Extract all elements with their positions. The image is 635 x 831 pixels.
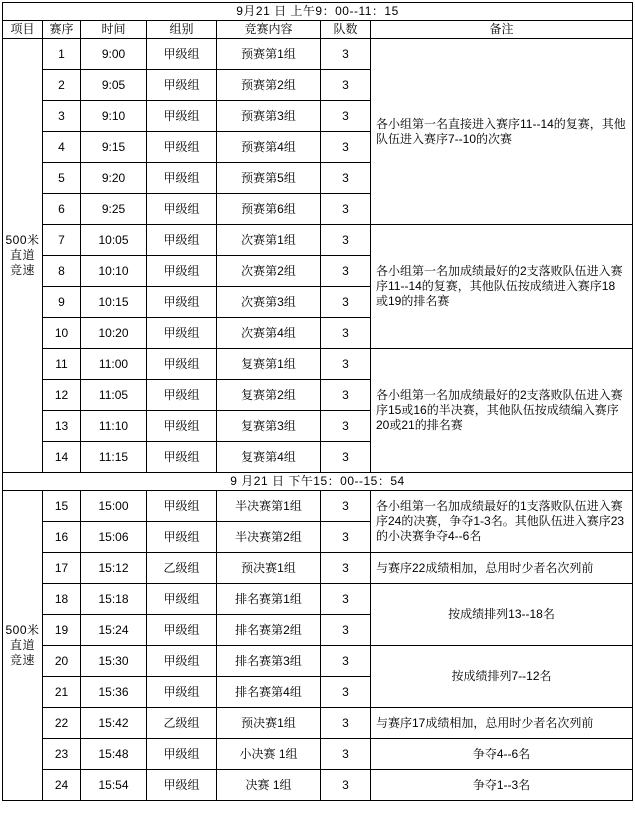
row-group: 甲级组 (147, 380, 217, 411)
row-time: 15:30 (81, 646, 147, 677)
row-content: 复赛第4组 (217, 442, 321, 473)
row-content: 次赛第4组 (217, 318, 321, 349)
header-content: 竞赛内容 (217, 21, 321, 39)
row-teams: 3 (321, 39, 371, 70)
row-time: 9:20 (81, 163, 147, 194)
remark-cell: 各小组第一名加成绩最好的1支落败队伍进入赛序24的决赛，争夺1-3名。其他队伍进入赛序23的小决赛争夺4--6名 (371, 491, 633, 553)
row-content: 复赛第1组 (217, 349, 321, 380)
row-order: 3 (43, 101, 81, 132)
row-time: 11:15 (81, 442, 147, 473)
row-order: 5 (43, 163, 81, 194)
row-time: 9:15 (81, 132, 147, 163)
row-group: 甲级组 (147, 411, 217, 442)
row-group: 甲级组 (147, 677, 217, 708)
row-group: 甲级组 (147, 491, 217, 522)
row-content: 次赛第2组 (217, 256, 321, 287)
header-order: 赛序 (43, 21, 81, 39)
row-content: 预赛第4组 (217, 132, 321, 163)
row-teams: 3 (321, 584, 371, 615)
morning-banner-row (3, 3, 633, 21)
row-content: 排名赛第1组 (217, 584, 321, 615)
event-label-morning: 500米直道竞速 (3, 39, 43, 473)
row-teams: 3 (321, 194, 371, 225)
row-content: 排名赛第4组 (217, 677, 321, 708)
row-time: 10:05 (81, 225, 147, 256)
row-time: 9:10 (81, 101, 147, 132)
row-group: 甲级组 (147, 770, 217, 801)
row-teams: 3 (321, 708, 371, 739)
row-order: 6 (43, 194, 81, 225)
event-label-afternoon: 500米直道竞速 (3, 491, 43, 801)
remark-cell: 各小组第一名直接进入赛序11--14的复赛，其他队伍进入赛序7--10的次赛 (371, 39, 633, 225)
row-teams: 3 (321, 615, 371, 646)
remark-cell: 与赛序17成绩相加，总用时少者名次列前 (371, 708, 633, 739)
row-content: 决赛 1组 (217, 770, 321, 801)
header-item: 项目 (3, 21, 43, 39)
row-order: 23 (43, 739, 81, 770)
row-content: 半决赛第1组 (217, 491, 321, 522)
table-row (3, 708, 633, 739)
row-content: 预赛第2组 (217, 70, 321, 101)
row-order: 14 (43, 442, 81, 473)
row-content: 预赛第3组 (217, 101, 321, 132)
row-order: 21 (43, 677, 81, 708)
table-row (3, 225, 633, 256)
remark-cell: 各小组第一名加成绩最好的2支落败队伍进入赛序15或16的半决赛，其他队伍按成绩编入赛序20或21的排名赛 (371, 349, 633, 473)
header-time: 时间 (81, 21, 147, 39)
row-teams: 3 (321, 770, 371, 801)
row-group: 甲级组 (147, 70, 217, 101)
row-content: 预赛第1组 (217, 39, 321, 70)
row-time: 9:00 (81, 39, 147, 70)
row-teams: 3 (321, 70, 371, 101)
row-time: 15:12 (81, 553, 147, 584)
header-teams: 队数 (321, 21, 371, 39)
row-order: 15 (43, 491, 81, 522)
row-content: 预赛第6组 (217, 194, 321, 225)
row-teams: 3 (321, 677, 371, 708)
row-group: 乙级组 (147, 553, 217, 584)
row-order: 20 (43, 646, 81, 677)
row-content: 复赛第2组 (217, 380, 321, 411)
row-group: 甲级组 (147, 256, 217, 287)
row-order: 2 (43, 70, 81, 101)
row-teams: 3 (321, 318, 371, 349)
row-order: 10 (43, 318, 81, 349)
row-time: 11:10 (81, 411, 147, 442)
row-order: 16 (43, 522, 81, 553)
remark-cell: 各小组第一名加成绩最好的2支落败队伍进入赛序11--14的复赛，其他队伍按成绩进入赛序18或19的排名赛 (371, 225, 633, 349)
row-content: 预决赛1组 (217, 553, 321, 584)
row-order: 22 (43, 708, 81, 739)
row-group: 甲级组 (147, 615, 217, 646)
remark-cell: 与赛序22成绩相加，总用时少者名次列前 (371, 553, 633, 584)
row-time: 15:42 (81, 708, 147, 739)
row-group: 甲级组 (147, 739, 217, 770)
row-group: 甲级组 (147, 318, 217, 349)
row-time: 15:00 (81, 491, 147, 522)
row-content: 预决赛1组 (217, 708, 321, 739)
row-order: 4 (43, 132, 81, 163)
row-group: 甲级组 (147, 584, 217, 615)
row-teams: 3 (321, 553, 371, 584)
row-group: 甲级组 (147, 225, 217, 256)
row-teams: 3 (321, 380, 371, 411)
row-time: 15:48 (81, 739, 147, 770)
row-order: 8 (43, 256, 81, 287)
row-order: 13 (43, 411, 81, 442)
row-content: 半决赛第2组 (217, 522, 321, 553)
row-order: 7 (43, 225, 81, 256)
table-row (3, 646, 633, 677)
row-group: 甲级组 (147, 349, 217, 380)
row-order: 1 (43, 39, 81, 70)
schedule-document (0, 2, 635, 831)
row-teams: 3 (321, 101, 371, 132)
row-order: 12 (43, 380, 81, 411)
row-time: 9:25 (81, 194, 147, 225)
row-teams: 3 (321, 411, 371, 442)
table-row (3, 349, 633, 380)
remark-cell: 争夺1--3名 (371, 770, 633, 801)
column-header-row (3, 21, 633, 39)
row-teams: 3 (321, 132, 371, 163)
table-row (3, 553, 633, 584)
row-teams: 3 (321, 646, 371, 677)
remark-cell: 按成绩排列7--12名 (371, 646, 633, 708)
header-remark: 备注 (371, 21, 633, 39)
row-time: 9:05 (81, 70, 147, 101)
table-row (3, 39, 633, 70)
row-time: 10:20 (81, 318, 147, 349)
row-time: 15:36 (81, 677, 147, 708)
row-time: 10:15 (81, 287, 147, 318)
row-group: 乙级组 (147, 708, 217, 739)
row-teams: 3 (321, 739, 371, 770)
competition-schedule-table (2, 2, 633, 801)
row-teams: 3 (321, 163, 371, 194)
row-content: 排名赛第3组 (217, 646, 321, 677)
row-content: 预赛第5组 (217, 163, 321, 194)
row-teams: 3 (321, 225, 371, 256)
row-time: 11:00 (81, 349, 147, 380)
row-group: 甲级组 (147, 163, 217, 194)
row-content: 次赛第1组 (217, 225, 321, 256)
row-order: 24 (43, 770, 81, 801)
table-row (3, 584, 633, 615)
afternoon-session-banner: 9 月21 日 下午15：00--15：54 (3, 473, 633, 491)
table-row (3, 491, 633, 522)
row-time: 15:06 (81, 522, 147, 553)
row-order: 18 (43, 584, 81, 615)
row-order: 17 (43, 553, 81, 584)
row-order: 9 (43, 287, 81, 318)
row-group: 甲级组 (147, 442, 217, 473)
afternoon-banner-row (3, 473, 633, 491)
row-order: 19 (43, 615, 81, 646)
row-group: 甲级组 (147, 646, 217, 677)
row-content: 复赛第3组 (217, 411, 321, 442)
row-time: 15:54 (81, 770, 147, 801)
row-group: 甲级组 (147, 522, 217, 553)
row-time: 10:10 (81, 256, 147, 287)
table-row (3, 770, 633, 801)
row-group: 甲级组 (147, 101, 217, 132)
row-teams: 3 (321, 491, 371, 522)
row-time: 15:24 (81, 615, 147, 646)
row-teams: 3 (321, 349, 371, 380)
row-time: 11:05 (81, 380, 147, 411)
row-order: 11 (43, 349, 81, 380)
row-teams: 3 (321, 522, 371, 553)
row-content: 小决赛 1组 (217, 739, 321, 770)
row-content: 次赛第3组 (217, 287, 321, 318)
row-time: 15:18 (81, 584, 147, 615)
row-group: 甲级组 (147, 287, 217, 318)
row-teams: 3 (321, 287, 371, 318)
header-group: 组别 (147, 21, 217, 39)
remark-cell: 争夺4--6名 (371, 739, 633, 770)
row-group: 甲级组 (147, 132, 217, 163)
row-group: 甲级组 (147, 39, 217, 70)
row-content: 排名赛第2组 (217, 615, 321, 646)
morning-session-banner: 9月21 日 上午9：00--11：15 (3, 3, 633, 21)
remark-cell: 按成绩排列13--18名 (371, 584, 633, 646)
table-row (3, 739, 633, 770)
row-teams: 3 (321, 442, 371, 473)
row-group: 甲级组 (147, 194, 217, 225)
row-teams: 3 (321, 256, 371, 287)
